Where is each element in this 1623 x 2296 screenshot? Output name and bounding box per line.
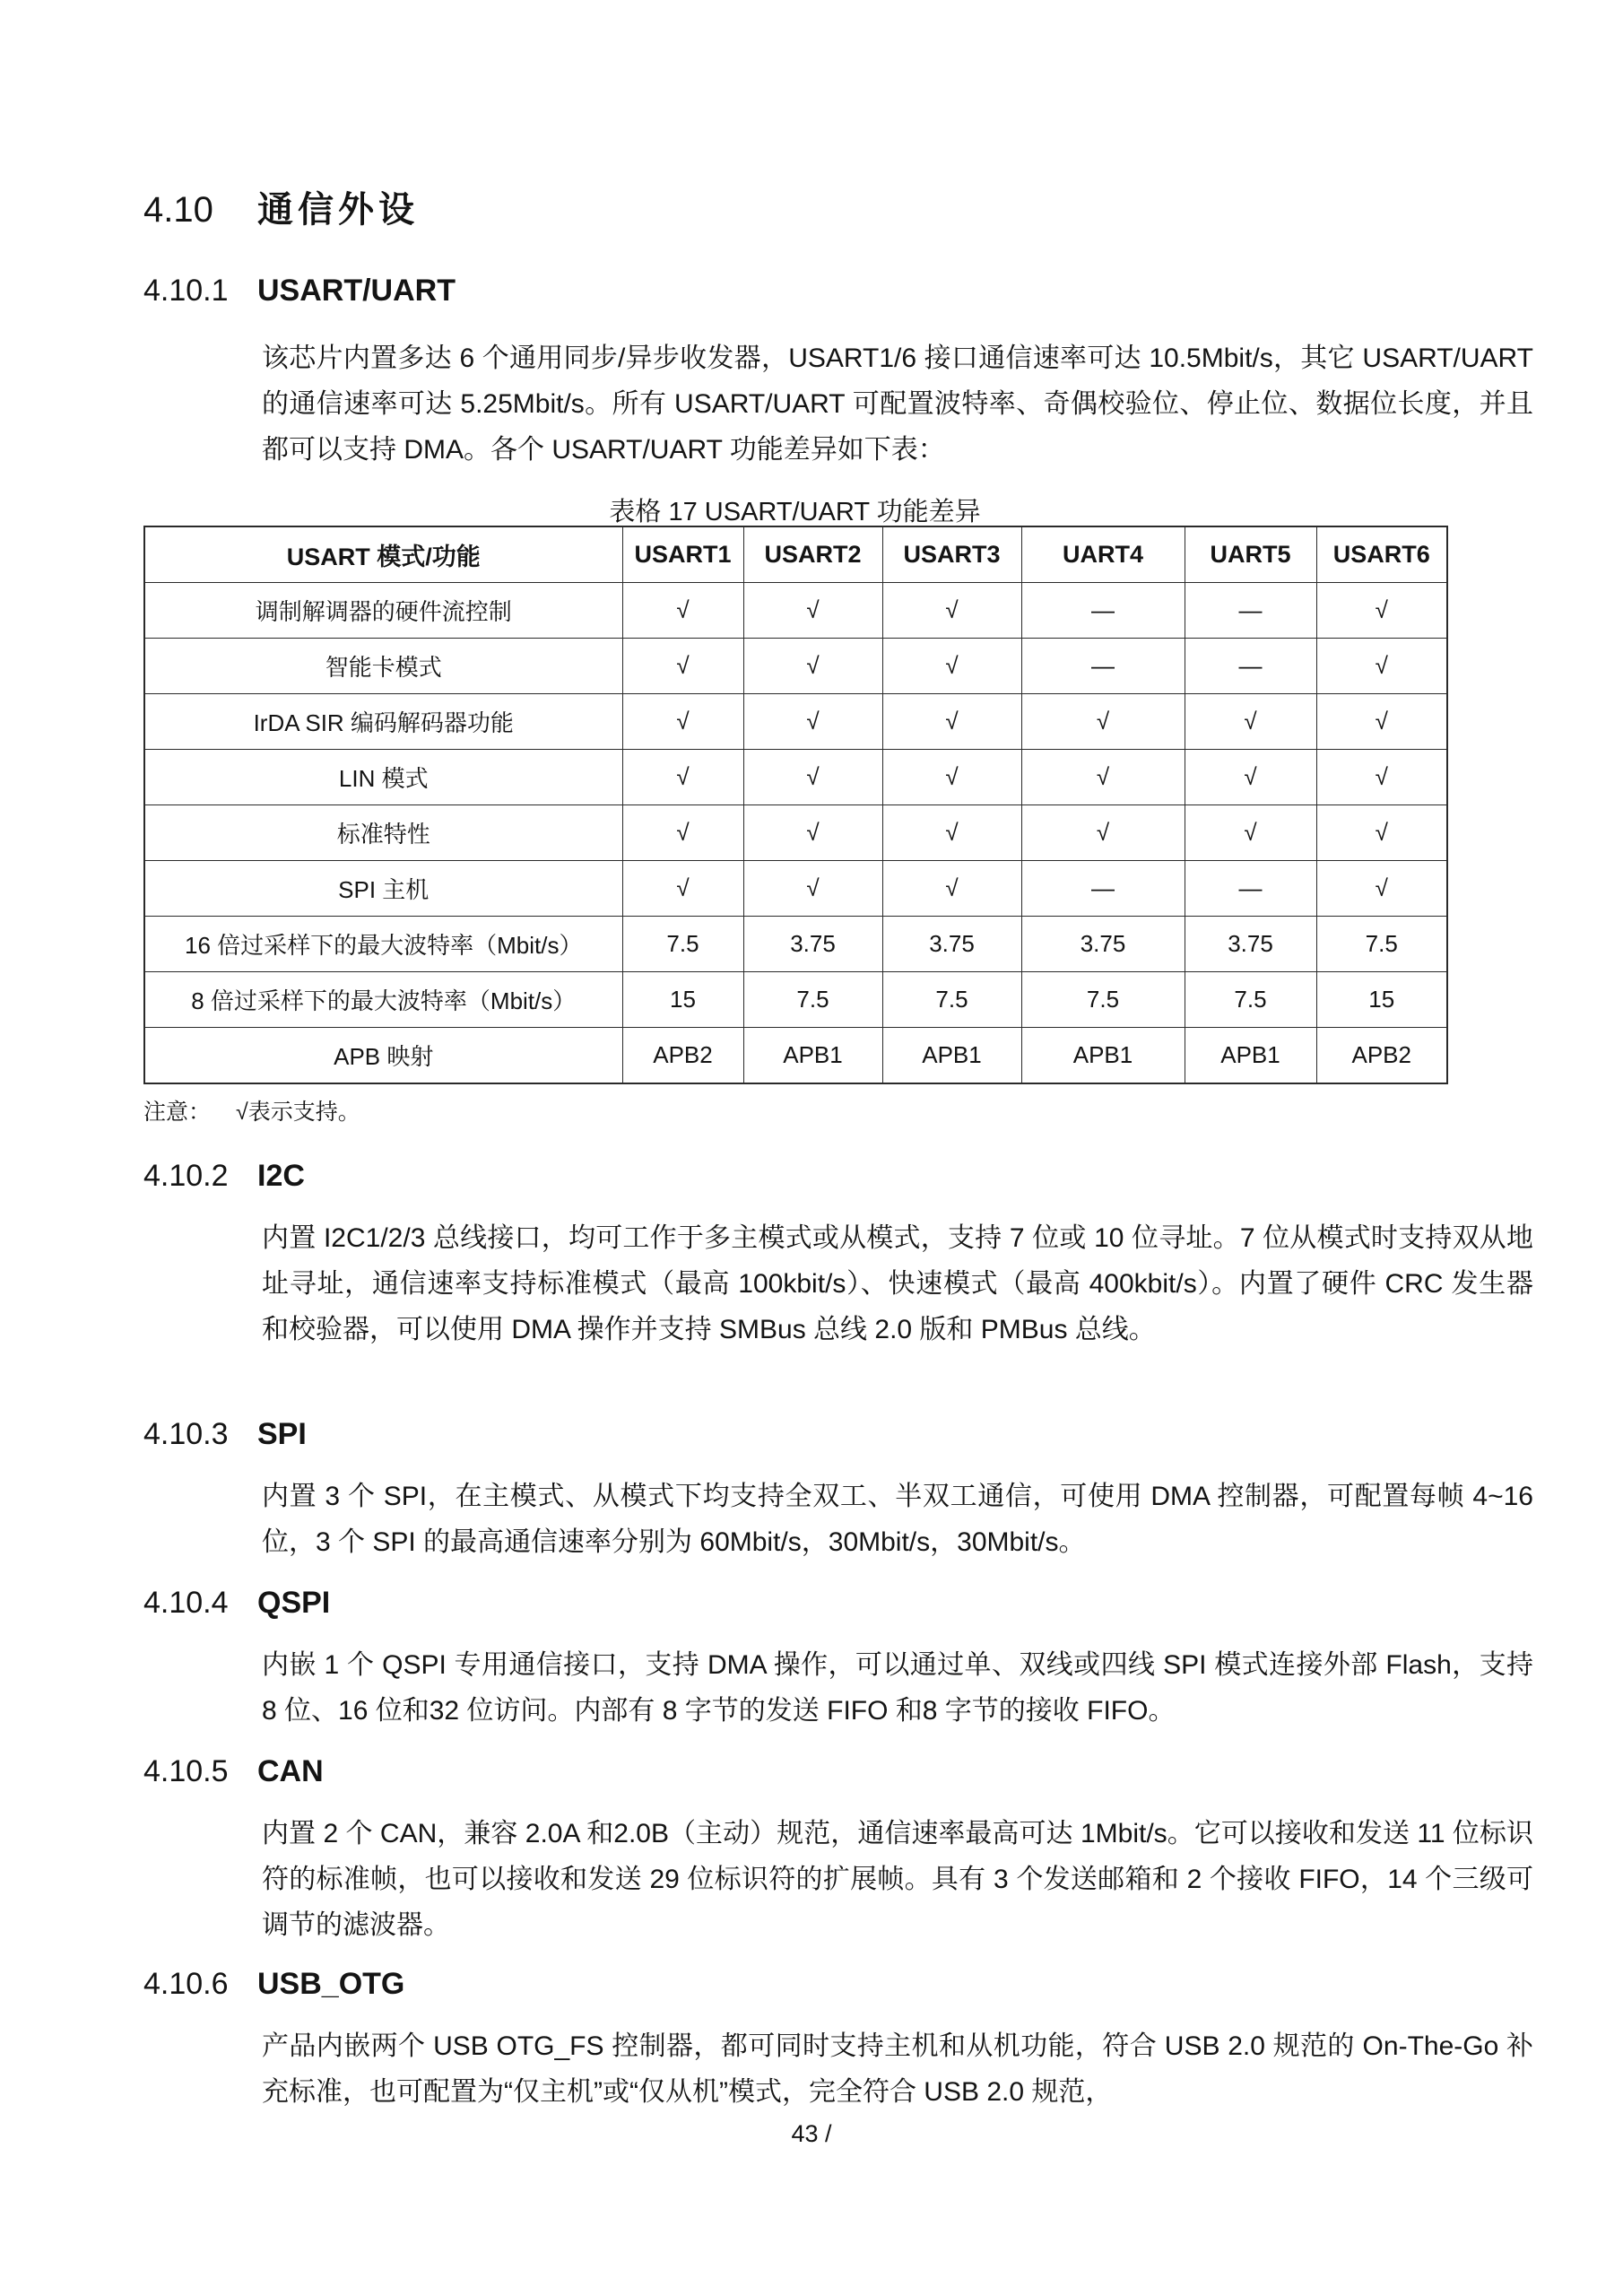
usart-feature-table — [143, 526, 1448, 1084]
table-header-row — [144, 526, 1447, 583]
subsection-title: USB_OTG — [257, 1967, 405, 2001]
row-label-cell: LIN 模式 — [144, 750, 622, 805]
value-cell: √ — [1316, 583, 1447, 639]
value-cell: √ — [882, 639, 1021, 694]
page-title — [143, 181, 419, 232]
value-cell: 3.75 — [1185, 917, 1316, 972]
value-cell: √ — [1316, 639, 1447, 694]
value-cell: √ — [882, 861, 1021, 917]
section-number: 4.10 — [143, 190, 213, 230]
table-caption: 表格 17 USART/UART 功能差异 — [609, 498, 981, 526]
value-cell: √ — [882, 694, 1021, 750]
row-label-cell: 智能卡模式 — [144, 639, 622, 694]
value-cell: √ — [882, 805, 1021, 861]
value-cell: 7.5 — [743, 972, 882, 1028]
table-row — [144, 1028, 1447, 1084]
value-cell: 3.75 — [882, 917, 1021, 972]
value-cell: 15 — [1316, 972, 1447, 1028]
value-cell: √ — [1185, 694, 1316, 750]
paragraph-spi: 内置 3 个 SPI，在主模式、从模式下均支持全双工、半双工通信，可使用 DMA 控制器，可配置每帧 4~16 位，3 个 SPI 的最高通信速率分别为 60Mbit/s，30Mbit/s，30Mbit/s。 — [262, 1482, 1533, 1557]
heading-i2c — [143, 1159, 305, 1194]
paragraph-i2c: 内置 I2C1/2/3 总线接口，均可工作于多主模式或从模式，支持 7 位或 10 位寻址。7 位从模式时支持双从地址寻址，通信速率支持标准模式（最高 100kbit/s）、快速模式（最高 400kbit/s）。内置了硬件 CRC 发生器和校验器，可以使用 DMA 操作并支持 SMBus 总线 2.0 版和 PMBus 总线。 — [262, 1223, 1533, 1344]
value-cell: √ — [1021, 750, 1185, 805]
paragraph-usb-otg: 产品内嵌两个 USB OTG_FS 控制器，都可同时支持主机和从机功能，符合 USB 2.0 规范的 On-The-Go 补充标准，也可配置为“仅主机”或“仅从机”模式，完全符合 USB 2.0 规范， — [262, 2031, 1533, 2107]
value-cell: 7.5 — [1021, 972, 1185, 1028]
value-cell: √ — [622, 583, 743, 639]
row-label-cell: 标准特性 — [144, 805, 622, 861]
value-cell: √ — [622, 861, 743, 917]
value-cell: APB2 — [1316, 1028, 1447, 1084]
value-cell: APB1 — [1021, 1028, 1185, 1084]
row-label-cell: 8 倍过采样下的最大波特率（Mbit/s） — [144, 972, 622, 1028]
row-label-cell: SPI 主机 — [144, 861, 622, 917]
page-number: 43 / — [791, 2120, 832, 2147]
value-cell: √ — [882, 750, 1021, 805]
table-row — [144, 639, 1447, 694]
subsection-title: USART/UART — [257, 274, 456, 308]
subsection-number: 4.10.1 — [143, 274, 229, 308]
value-cell: √ — [622, 805, 743, 861]
paragraph-qspi: 内嵌 1 个 QSPI 专用通信接口，支持 DMA 操作，可以通过单、双线或四线 SPI 模式连接外部 Flash，支持 8 位、16 位和32 位访问。内部有 8 字节的发送 FIFO 和8 字节的接收 FIFO。 — [262, 1650, 1533, 1726]
note-text: √表示支持。 — [236, 1100, 360, 1125]
table-row — [144, 694, 1447, 750]
value-cell: √ — [743, 583, 882, 639]
row-label-cell: APB 映射 — [144, 1028, 622, 1084]
value-cell: APB1 — [743, 1028, 882, 1084]
subsection-number: 4.10.3 — [143, 1417, 229, 1451]
value-cell: √ — [1021, 694, 1185, 750]
row-label-cell: IrDA SIR 编码解码器功能 — [144, 694, 622, 750]
paragraph-can: 内置 2 个 CAN，兼容 2.0A 和2.0B（主动）规范，通信速率最高可达 1Mbit/s。它可以接收和发送 11 位标识符的标准帧，也可以接收和发送 29 位标识符的扩展帧。具有 3 个发送邮箱和 2 个接收 FIFO，14 个三级可调节的滤波器。 — [262, 1819, 1533, 1940]
value-cell: √ — [743, 805, 882, 861]
value-cell: √ — [622, 639, 743, 694]
table-row — [144, 750, 1447, 805]
value-cell: √ — [622, 750, 743, 805]
value-cell: √ — [1316, 694, 1447, 750]
value-cell: — — [1021, 583, 1185, 639]
heading-spi — [143, 1417, 307, 1452]
value-cell: — — [1021, 861, 1185, 917]
value-cell: 7.5 — [1316, 917, 1447, 972]
value-cell: √ — [1316, 805, 1447, 861]
subsection-title: I2C — [257, 1159, 305, 1193]
heading-usart-uart — [143, 274, 456, 309]
value-cell: APB1 — [1185, 1028, 1316, 1084]
value-cell: — — [1021, 639, 1185, 694]
value-cell: √ — [622, 694, 743, 750]
value-cell: APB1 — [882, 1028, 1021, 1084]
table-row — [144, 805, 1447, 861]
value-cell: √ — [882, 583, 1021, 639]
value-cell: APB2 — [622, 1028, 743, 1084]
paragraph-usart-uart: 该芯片内置多达 6 个通用同步/异步收发器，USART1/6 接口通信速率可达 10.5Mbit/s，其它 USART/UART 的通信速率可达 5.25Mbit/s。所有 USART/UART 可配置波特率、奇偶校验位、停止位、数据位长度，并且都可以支持 DMA。各个 USART/UART 功能差异如下表： — [262, 344, 1533, 465]
value-cell: √ — [743, 750, 882, 805]
value-cell: √ — [1316, 750, 1447, 805]
value-cell: 7.5 — [622, 917, 743, 972]
subsection-title: CAN — [257, 1754, 324, 1788]
heading-can — [143, 1754, 324, 1789]
row-label-cell: 16 倍过采样下的最大波特率（Mbit/s） — [144, 917, 622, 972]
value-cell: 7.5 — [882, 972, 1021, 1028]
table-header-cell: UART4 — [1021, 526, 1185, 583]
value-cell: √ — [1021, 805, 1185, 861]
value-cell: √ — [1316, 861, 1447, 917]
value-cell: — — [1185, 861, 1316, 917]
value-cell: — — [1185, 639, 1316, 694]
table-row — [144, 583, 1447, 639]
row-label-cell: 调制解调器的硬件流控制 — [144, 583, 622, 639]
subsection-number: 4.10.2 — [143, 1159, 229, 1193]
table-note — [143, 1094, 360, 1126]
table-header-cell: UART5 — [1185, 526, 1316, 583]
subsection-number: 4.10.5 — [143, 1754, 229, 1788]
table-row — [144, 917, 1447, 972]
value-cell: √ — [743, 861, 882, 917]
value-cell: √ — [1185, 750, 1316, 805]
subsection-number: 4.10.6 — [143, 1967, 229, 2001]
value-cell: 7.5 — [1185, 972, 1316, 1028]
table-header-cell: USART 模式/功能 — [144, 526, 622, 583]
value-cell: √ — [1185, 805, 1316, 861]
table-header-cell: USART6 — [1316, 526, 1447, 583]
value-cell: 3.75 — [1021, 917, 1185, 972]
value-cell: — — [1185, 583, 1316, 639]
table-header-cell: USART3 — [882, 526, 1021, 583]
value-cell: √ — [743, 694, 882, 750]
subsection-title: SPI — [257, 1417, 307, 1451]
value-cell: 3.75 — [743, 917, 882, 972]
note-label: 注意： — [143, 1100, 212, 1125]
subsection-number: 4.10.4 — [143, 1586, 229, 1620]
heading-usb-otg — [143, 1967, 404, 2002]
value-cell: √ — [743, 639, 882, 694]
table-row — [144, 861, 1447, 917]
subsection-title: QSPI — [257, 1586, 331, 1620]
section-title: 通信外设 — [257, 190, 419, 230]
value-cell: 15 — [622, 972, 743, 1028]
table-row — [144, 972, 1447, 1028]
table-header-cell: USART2 — [743, 526, 882, 583]
heading-qspi — [143, 1586, 330, 1621]
table-header-cell: USART1 — [622, 526, 743, 583]
